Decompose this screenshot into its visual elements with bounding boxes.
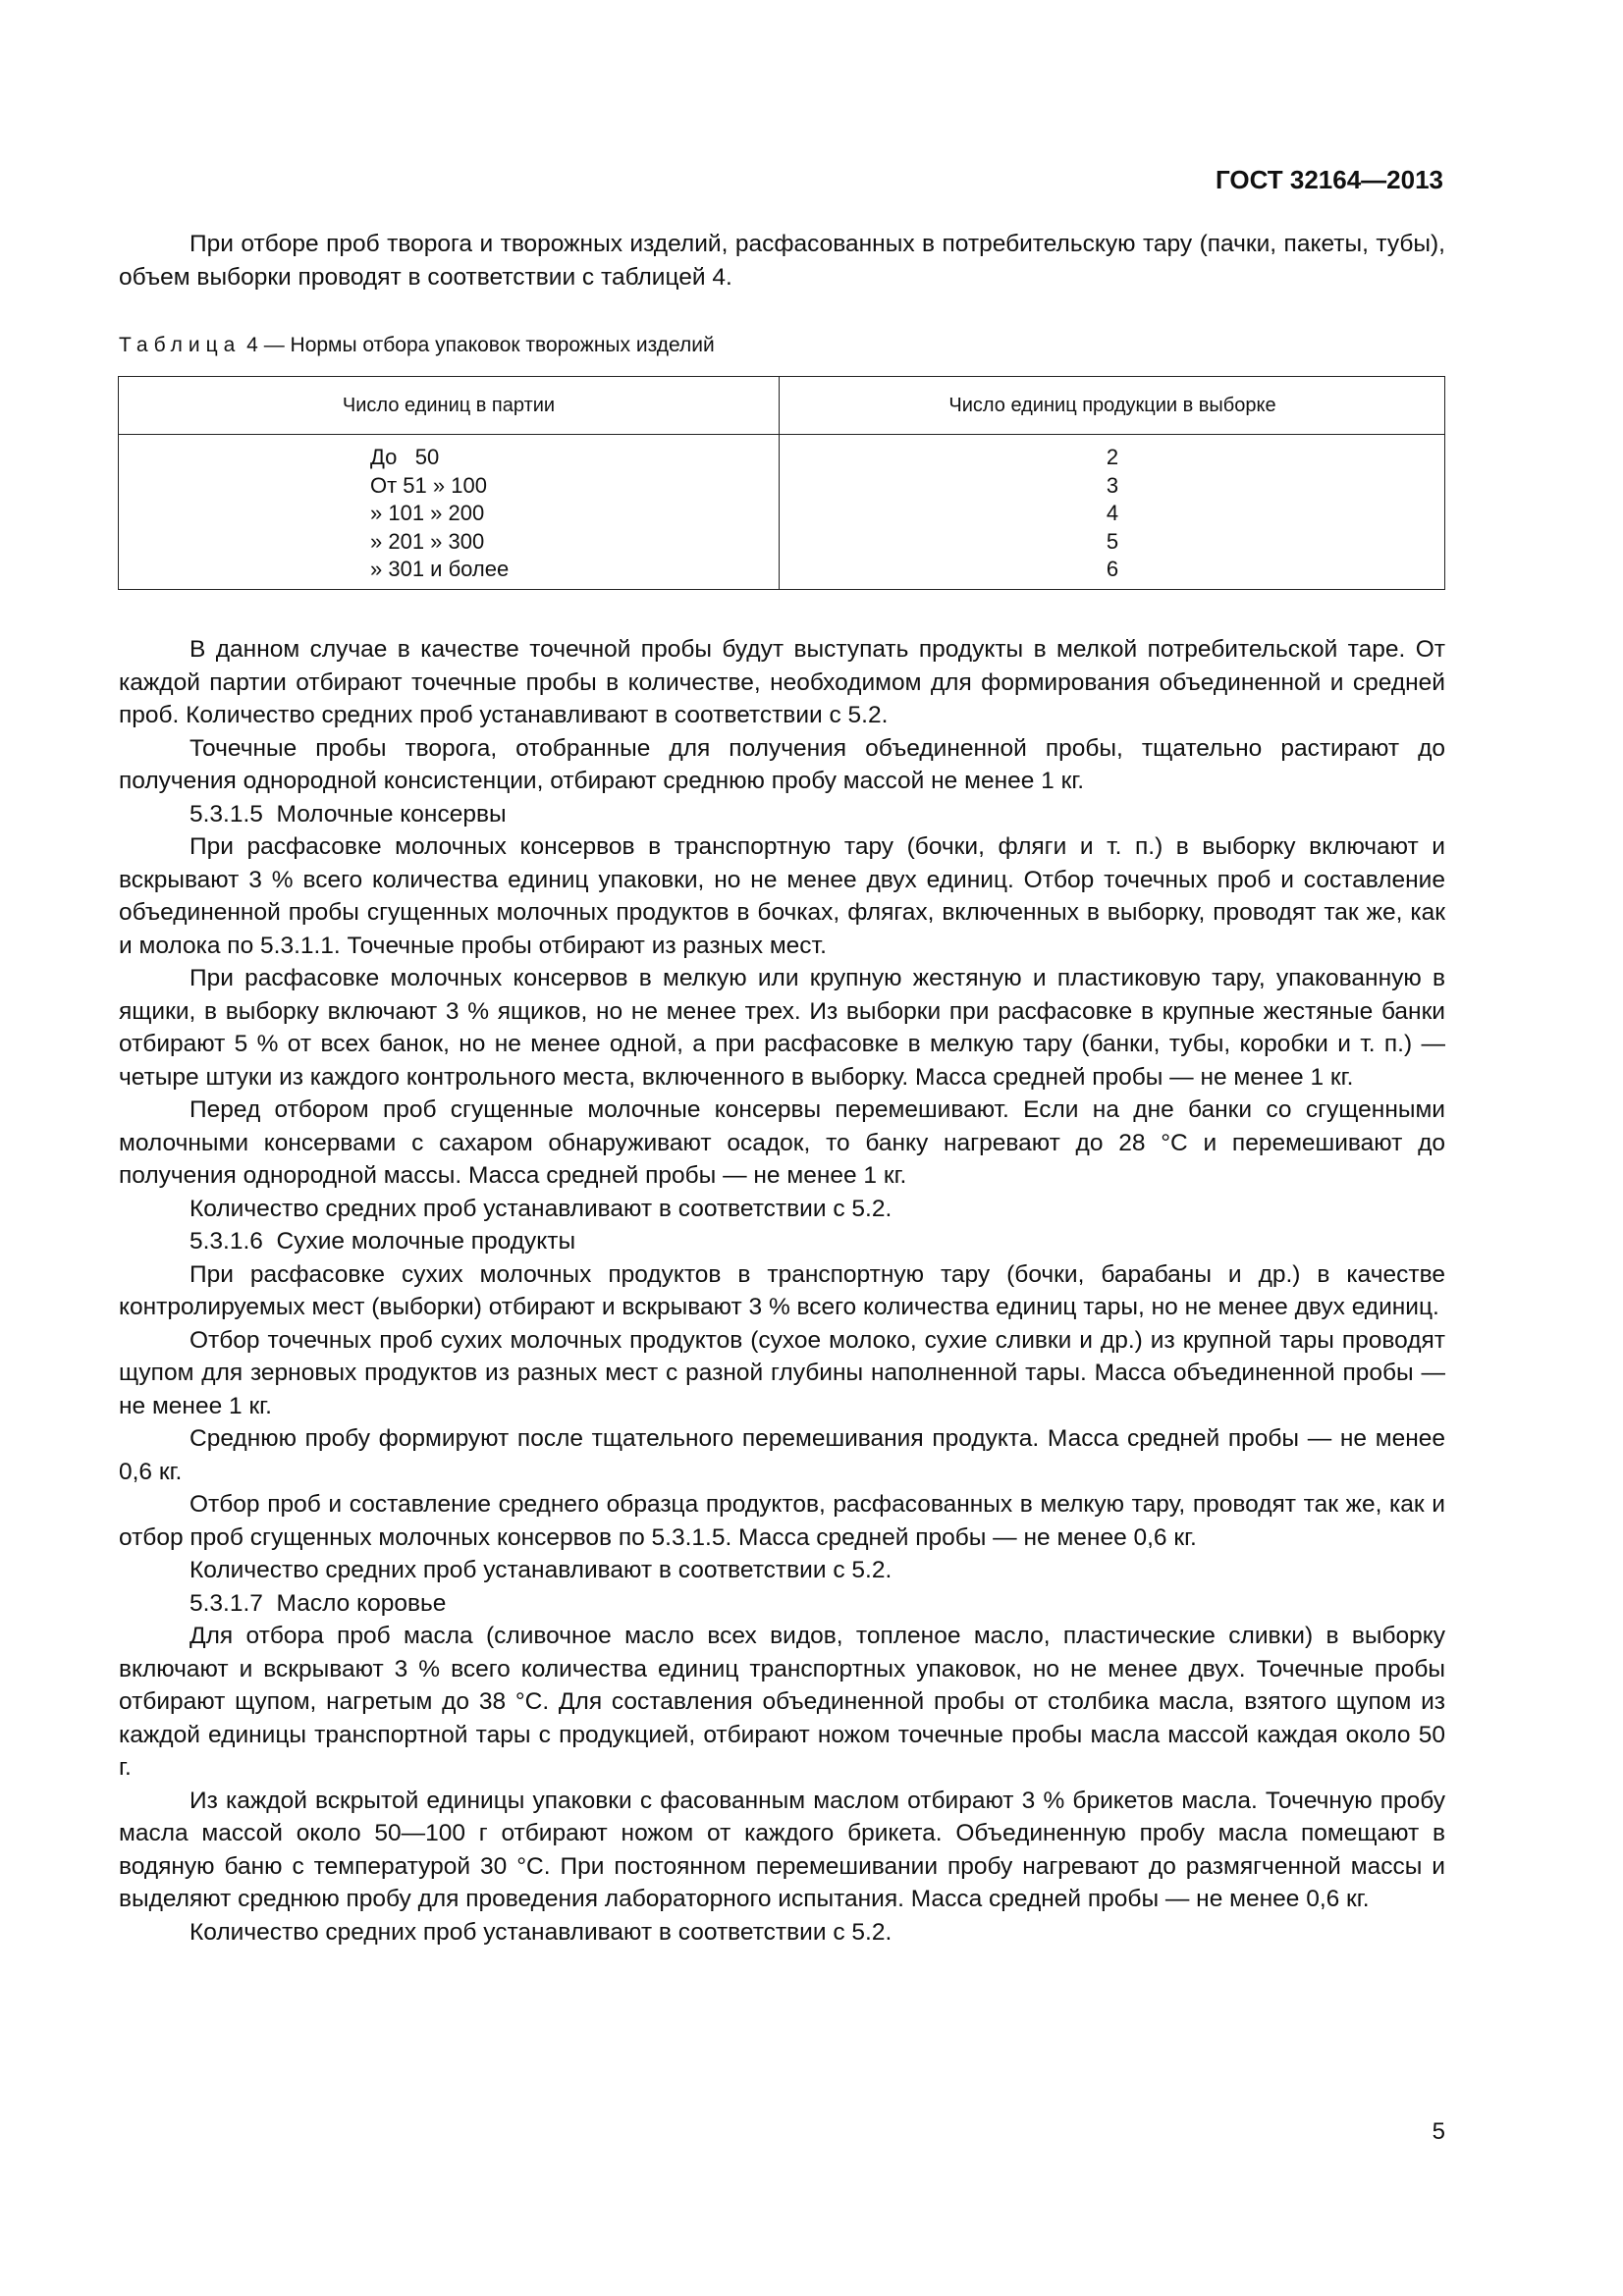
table-caption xyxy=(119,332,715,359)
table-cell-lot-size: » 201 » 300 xyxy=(370,528,485,554)
paragraph: Отбор точечных проб сухих молочных продуктов (сухое молоко, сухие сливки и др.) из крупной тары проводят щупом для зерновых продуктов из разных мест с разной глубины наполненной тары. Масса объединенной пробы — не менее 1 кг. xyxy=(119,1326,1445,1419)
section-heading-5-3-1-5: 5.3.1.5 Молочные консервы xyxy=(189,800,507,828)
paragraph: При расфасовке молочных консервов в транспортную тару (бочки, фляги и т. п.) в выборку включают и вскрывают 3 % всего количества единиц упаковки, но не менее двух единиц. Отбор точечных проб и составление объединенной пробы сгущенных молочных продуктов в бочках, флягах, включенных в выборку, проводят так же, как и молока по 5.3.1.1. Точечные пробы отбирают из разных мест. xyxy=(119,833,1445,959)
paragraph: В данном случае в качестве точечной пробы будут выступать продукты в мелкой потребительской таре. От каждой партии отбирают точечные пробы в количестве, необходимом для формирования объединенной и средней проб. Количество средних проб устанавливают в соответствии с 5.2. xyxy=(119,636,1445,728)
table-cell-lot-size: » 101 » 200 xyxy=(370,501,485,525)
paragraph: Количество средних проб устанавливают в соответствии с 5.2. xyxy=(189,1557,893,1583)
sample-size-column xyxy=(781,444,1444,584)
table-cell-lot-size: » 301 и более xyxy=(370,557,510,581)
main-text xyxy=(119,633,1445,1949)
paragraph: Из каждой вскрытой единицы упаковки с фасованным маслом отбирают 3 % брикетов масла. Точечную пробу масла массой около 50—100 г отбирают ножом от каждого брикета. Объединенную пробу масла помещают в водяную баню с температурой 30 °С. При постоянном перемешивании пробу нагревают до размягченной массы и выделяют среднюю пробу для проведения лабораторного испытания. Масса средней пробы — не менее 0,6 кг. xyxy=(119,1787,1445,1912)
paragraph: Количество средних проб устанавливают в соответствии с 5.2. xyxy=(189,1195,893,1222)
intro-paragraph: При отборе проб творога и творожных изделий, расфасованных в потребительскую тару (пачки, пакеты, тубы), объем выборки проводят в соответствии с таблицей 4. xyxy=(119,231,1445,291)
section-heading-5-3-1-6: 5.3.1.6 Сухие молочные продукты xyxy=(189,1228,576,1255)
table-header-divider xyxy=(119,434,1444,435)
table-caption-text: 4 — Нормы отбора упаковок творожных изделий xyxy=(241,334,715,356)
table-column-divider xyxy=(779,377,780,589)
section-heading-5-3-1-7: 5.3.1.7 Масло коровье xyxy=(189,1589,447,1617)
paragraph: Среднюю пробу формируют после тщательного перемешивания продукта. Масса средней пробы — не менее 0,6 кг. xyxy=(119,1425,1445,1485)
table-header-lot-size: Число единиц в партии xyxy=(342,395,556,416)
paragraph: При расфасовке сухих молочных продуктов в транспортную тару (бочки, барабаны и др.) в качестве контролируемых мест (выборки) отбирают и вскрывают 3 % всего количества единиц тары, но не менее двух единиц. xyxy=(119,1260,1445,1320)
paragraph: Отбор проб и составление среднего образца продуктов, расфасованных в мелкую тару, проводят так же, как и отбор проб сгущенных молочных консервов по 5.3.1.5. Масса средней пробы — не менее 0,6 кг. xyxy=(119,1491,1445,1551)
document-id: ГОСТ 32164—2013 xyxy=(1216,165,1443,194)
paragraph: Перед отбором проб сгущенные молочные консервы перемешивают. Если на дне банки со сгущенными молочными консервами с сахаром обнаруживают осадок, то банку нагревают до 28 °С и перемешивают до получения однородной массы. Масса средней пробы — не менее 1 кг. xyxy=(119,1096,1445,1189)
paragraph: При расфасовке молочных консервов в мелкую или крупную жестяную и пластиковую тару, упакованную в ящики, в выборку включают 3 % ящиков, но не менее трех. Из выборки при расфасовке в крупные жестяные банки отбирают 5 % от всех банок, но не менее одной, а при расфасовке в мелкую тару (банки, тубы, коробки и т. п.) — четыре штуки из каждого контрольного места, включенного в выборку. Масса средней пробы — не менее 1 кг. xyxy=(119,965,1445,1091)
page-number: 5 xyxy=(1432,2118,1445,2145)
table-cell-sample-size: 2 xyxy=(1106,445,1119,469)
table-cell-lot-size: До 50 xyxy=(370,445,440,469)
table-cell-sample-size: 4 xyxy=(1106,501,1119,525)
paragraph: Для отбора проб масла (сливочное масло всех видов, топленое масло, пластические сливки) в выборку включают и вскрывают 3 % всего количества единиц транспортных упаковок, но не менее двух. Точечные пробы отбирают щупом, нагретым до 38 °С. Для составления объединенной пробы от столбика масла, взятого щупом из каждой единицы транспортной тары с продукцией, отбирают ножом точечные пробы масла массой каждая около 50 г. xyxy=(119,1623,1445,1781)
paragraph: Количество средних проб устанавливают в соответствии с 5.2. xyxy=(189,1918,893,1946)
lot-size-column xyxy=(119,444,779,584)
intro-section xyxy=(119,228,1445,294)
paragraph: Точечные пробы творога, отобранные для получения объединенной пробы, тщательно растирают до получения однородной консистенции, отбирают среднюю пробу массой не менее 1 кг. xyxy=(119,734,1445,794)
sampling-norms-table xyxy=(118,376,1445,590)
table-cell-sample-size: 3 xyxy=(1106,472,1119,498)
table-cell-lot-size: От 51 » 100 xyxy=(370,472,487,498)
table-cell-sample-size: 5 xyxy=(1106,528,1119,554)
table-caption-label: Таблица xyxy=(119,334,242,356)
table-cell-sample-size: 6 xyxy=(1106,557,1119,581)
table-header-sample-size: Число единиц продукции в выборке xyxy=(948,395,1276,416)
